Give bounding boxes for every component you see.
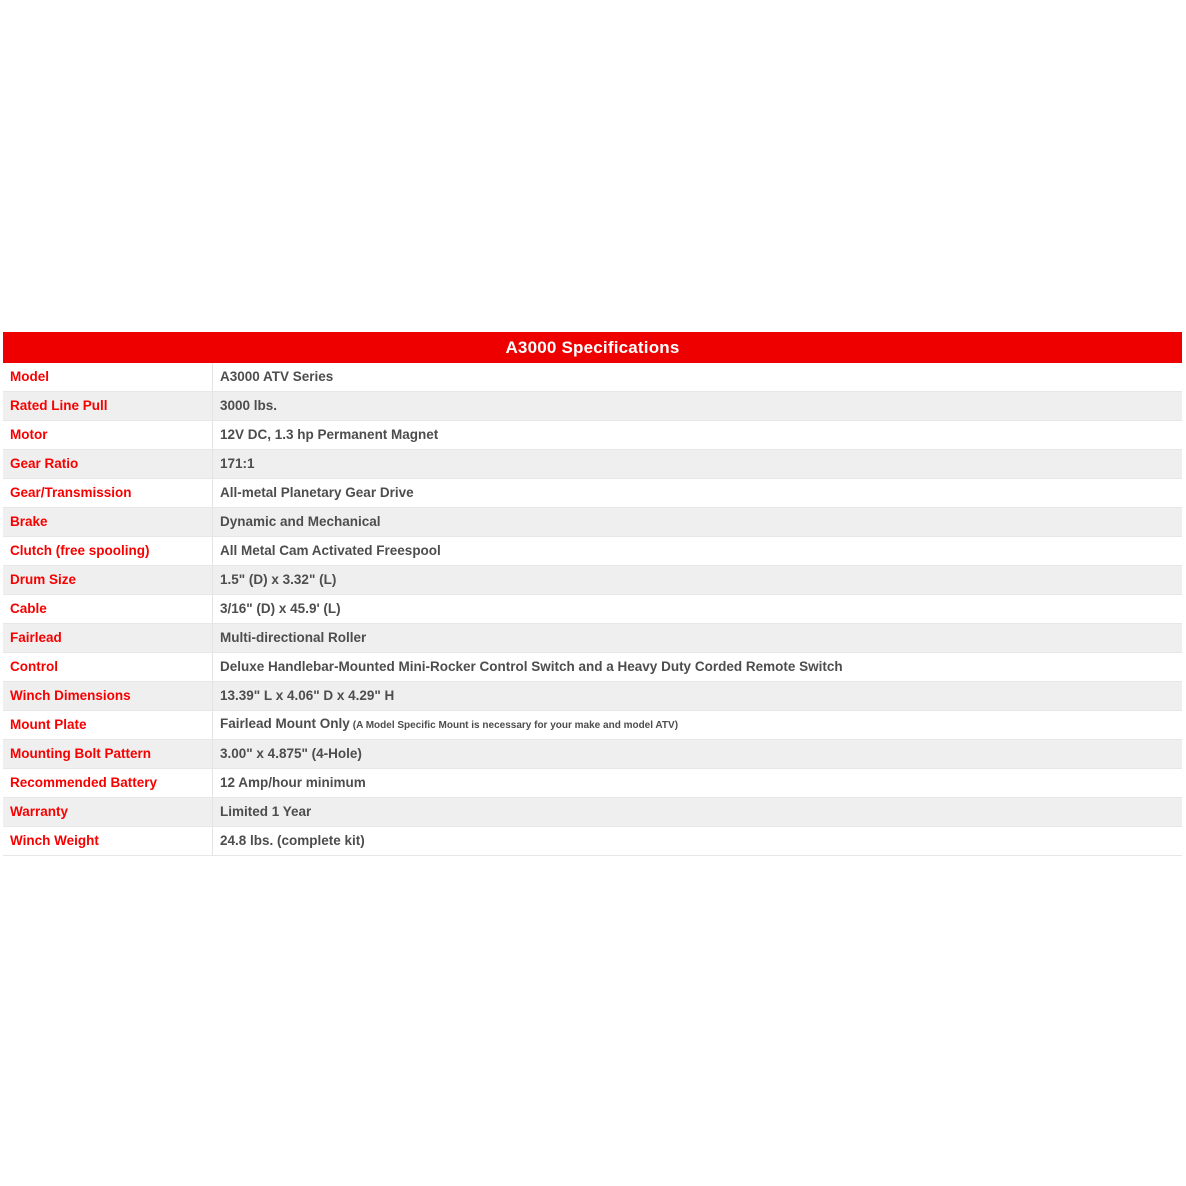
spec-value: 13.39" L x 4.06" D x 4.29" H xyxy=(220,688,395,703)
table-row xyxy=(3,508,1182,537)
spec-label: Model xyxy=(3,363,213,391)
table-row xyxy=(3,653,1182,682)
spec-label: Control xyxy=(3,653,213,681)
spec-value: 3000 lbs. xyxy=(220,398,278,413)
spec-value-note: (A Model Specific Mount is necessary for your make and model ATV) xyxy=(352,720,679,731)
spec-value: Limited 1 Year xyxy=(220,804,312,819)
spec-value: All-metal Planetary Gear Drive xyxy=(220,485,414,500)
spec-label: Cable xyxy=(3,595,213,623)
spec-value: 1.5" (D) x 3.32" (L) xyxy=(220,572,337,587)
spec-value: All Metal Cam Activated Freespool xyxy=(220,543,441,558)
table-row xyxy=(3,624,1182,653)
table-row xyxy=(3,711,1182,740)
table-row xyxy=(3,363,1182,392)
spec-label: Motor xyxy=(3,421,213,449)
spec-value: Multi-directional Roller xyxy=(220,630,367,645)
spec-label: Mounting Bolt Pattern xyxy=(3,740,213,768)
spec-label: Recommended Battery xyxy=(3,769,213,797)
table-row xyxy=(3,827,1182,856)
spec-value xyxy=(213,710,678,740)
spec-value: A3000 ATV Series xyxy=(220,369,334,384)
spec-label: Rated Line Pull xyxy=(3,392,213,420)
spec-label: Fairlead xyxy=(3,624,213,652)
spec-label: Mount Plate xyxy=(3,711,213,739)
spec-value: 12V DC, 1.3 hp Permanent Magnet xyxy=(220,427,439,442)
table-row xyxy=(3,682,1182,711)
table-row xyxy=(3,450,1182,479)
spec-label: Drum Size xyxy=(3,566,213,594)
spec-label: Gear/Transmission xyxy=(3,479,213,507)
table-row xyxy=(3,421,1182,450)
table-row xyxy=(3,595,1182,624)
table-row xyxy=(3,392,1182,421)
specifications-table xyxy=(3,332,1182,856)
spec-label: Gear Ratio xyxy=(3,450,213,478)
table-row xyxy=(3,479,1182,508)
spec-value: 3.00" x 4.875" (4-Hole) xyxy=(220,746,362,761)
spec-value: Deluxe Handlebar-Mounted Mini-Rocker Control Switch and a Heavy Duty Corded Remote Switch xyxy=(220,659,843,674)
spec-label: Clutch (free spooling) xyxy=(3,537,213,565)
spec-label: Brake xyxy=(3,508,213,536)
table-row xyxy=(3,769,1182,798)
table-row xyxy=(3,740,1182,769)
spec-value: 24.8 lbs. (complete kit) xyxy=(220,833,365,848)
spec-label: Warranty xyxy=(3,798,213,826)
spec-value: 171:1 xyxy=(220,456,255,471)
spec-value: 3/16" (D) x 45.9' (L) xyxy=(220,601,341,616)
spec-value-main: Fairlead Mount Only xyxy=(220,716,350,731)
table-row xyxy=(3,537,1182,566)
table-row xyxy=(3,798,1182,827)
spec-label: Winch Dimensions xyxy=(3,682,213,710)
spec-label: Winch Weight xyxy=(3,827,213,855)
table-title: A3000 Specifications xyxy=(3,332,1182,363)
spec-value: Dynamic and Mechanical xyxy=(220,514,381,529)
spec-value: 12 Amp/hour minimum xyxy=(220,775,366,790)
table-row xyxy=(3,566,1182,595)
